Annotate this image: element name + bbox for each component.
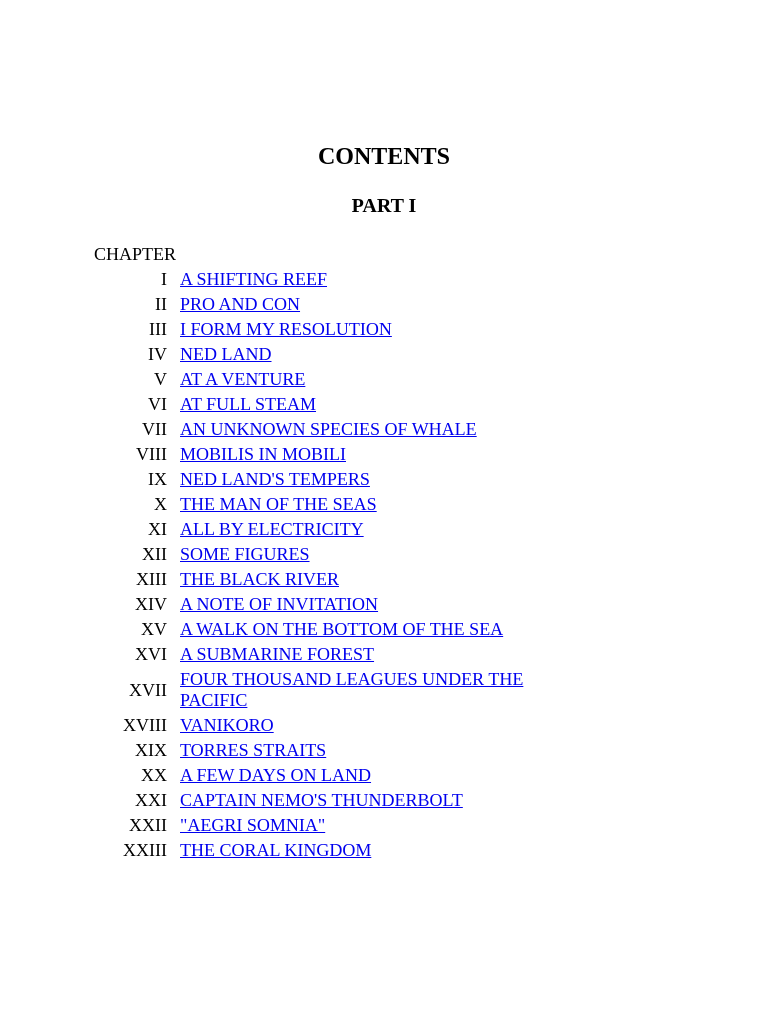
chapter-link[interactable]: MOBILIS IN MOBILI (180, 444, 346, 464)
chapter-cell (180, 417, 540, 442)
chapter-cell (180, 667, 540, 713)
chapter-cell (180, 813, 540, 838)
toc-row (94, 492, 540, 517)
toc-row (94, 467, 540, 492)
toc-row (94, 788, 540, 813)
chapter-cell (180, 542, 540, 567)
toc-row (94, 813, 540, 838)
chapter-cell (180, 367, 540, 392)
chapter-cell (180, 642, 540, 667)
toc-row (94, 763, 540, 788)
toc-row (94, 317, 540, 342)
chapter-number: VI (148, 394, 167, 414)
chapter-cell (180, 567, 540, 592)
chapter-link[interactable]: CAPTAIN NEMO'S THUNDERBOLT (180, 790, 463, 810)
chapter-number: III (149, 319, 167, 339)
chapter-link[interactable]: THE CORAL KINGDOM (180, 840, 372, 860)
chapter-number: IX (148, 469, 167, 489)
chapter-cell (180, 317, 540, 342)
chapter-link[interactable]: PRO AND CON (180, 294, 301, 314)
chapter-cell (180, 267, 540, 292)
chapter-cell (180, 392, 540, 417)
chapter-link[interactable]: THE BLACK RIVER (180, 569, 339, 589)
chapter-number: XIII (136, 569, 167, 589)
chapter-link[interactable]: FOUR THOUSAND LEAGUES UNDER THE PACIFIC (180, 669, 524, 710)
toc-row (94, 592, 540, 617)
toc-row (94, 713, 540, 738)
toc-row (94, 542, 540, 567)
chapter-link[interactable]: AT A VENTURE (180, 369, 306, 389)
toc-row (94, 617, 540, 642)
chapter-link[interactable]: A WALK ON THE BOTTOM OF THE SEA (180, 619, 504, 639)
toc-row (94, 267, 540, 292)
chapter-number: XXIII (123, 840, 167, 860)
chapter-link[interactable]: A SHIFTING REEF (180, 269, 328, 289)
chapter-number: XVIII (123, 715, 167, 735)
chapter-cell (180, 292, 540, 317)
chapter-number: II (155, 294, 167, 314)
toc-row (94, 517, 540, 542)
chapter-cell (180, 592, 540, 617)
chapter-column-label: CHAPTER (94, 244, 177, 264)
chapter-cell (180, 713, 540, 738)
toc-row (94, 667, 540, 713)
toc-row (94, 442, 540, 467)
chapter-link[interactable]: TORRES STRAITS (180, 740, 327, 760)
chapter-number: I (161, 269, 167, 289)
toc-row (94, 342, 540, 367)
toc-row (94, 292, 540, 317)
chapter-number: IV (148, 344, 167, 364)
chapter-link[interactable]: THE MAN OF THE SEAS (180, 494, 377, 514)
chapter-number: X (154, 494, 167, 514)
chapter-cell (180, 442, 540, 467)
chapter-number: XXII (129, 815, 167, 835)
chapter-link[interactable]: AT FULL STEAM (180, 394, 317, 414)
chapter-link[interactable]: "AEGRI SOMNIA" (180, 815, 326, 835)
chapter-cell (180, 617, 540, 642)
table-of-contents (94, 267, 540, 863)
toc-row (94, 367, 540, 392)
chapter-number: XV (141, 619, 167, 639)
chapter-number: XIX (135, 740, 167, 760)
chapter-number: XXI (135, 790, 167, 810)
toc-row (94, 738, 540, 763)
chapter-link[interactable]: I FORM MY RESOLUTION (180, 319, 392, 339)
toc-row (94, 567, 540, 592)
toc-list (94, 267, 540, 863)
chapter-number: XIV (135, 594, 167, 614)
chapter-cell (180, 342, 540, 367)
chapter-link[interactable]: AN UNKNOWN SPECIES OF WHALE (180, 419, 477, 439)
chapter-number: XX (141, 765, 167, 785)
chapter-number: XVI (135, 644, 167, 664)
chapter-number: VIII (136, 444, 167, 464)
chapter-link[interactable]: VANIKORO (180, 715, 274, 735)
chapter-link[interactable]: ALL BY ELECTRICITY (180, 519, 364, 539)
chapter-number: V (154, 369, 167, 389)
chapter-cell (180, 467, 540, 492)
chapter-number: XI (148, 519, 167, 539)
chapter-cell (180, 788, 540, 813)
chapter-link[interactable]: A NOTE OF INVITATION (180, 594, 379, 614)
toc-row (94, 642, 540, 667)
chapter-cell (180, 763, 540, 788)
chapter-cell (180, 838, 540, 863)
chapter-link[interactable]: SOME FIGURES (180, 544, 310, 564)
chapter-link[interactable]: NED LAND (180, 344, 272, 364)
part-title: PART I (351, 195, 417, 217)
chapter-cell (180, 517, 540, 542)
toc-row (94, 417, 540, 442)
chapter-number: XII (142, 544, 167, 564)
chapter-number: XVII (129, 679, 167, 700)
chapter-cell (180, 492, 540, 517)
toc-row (94, 392, 540, 417)
chapter-link[interactable]: A SUBMARINE FOREST (180, 644, 375, 664)
toc-row (94, 838, 540, 863)
chapter-link[interactable]: NED LAND'S TEMPERS (180, 469, 370, 489)
chapter-number: VII (142, 419, 167, 439)
page-title: CONTENTS (317, 144, 451, 170)
chapter-link[interactable]: A FEW DAYS ON LAND (180, 765, 372, 785)
chapter-cell (180, 738, 540, 763)
